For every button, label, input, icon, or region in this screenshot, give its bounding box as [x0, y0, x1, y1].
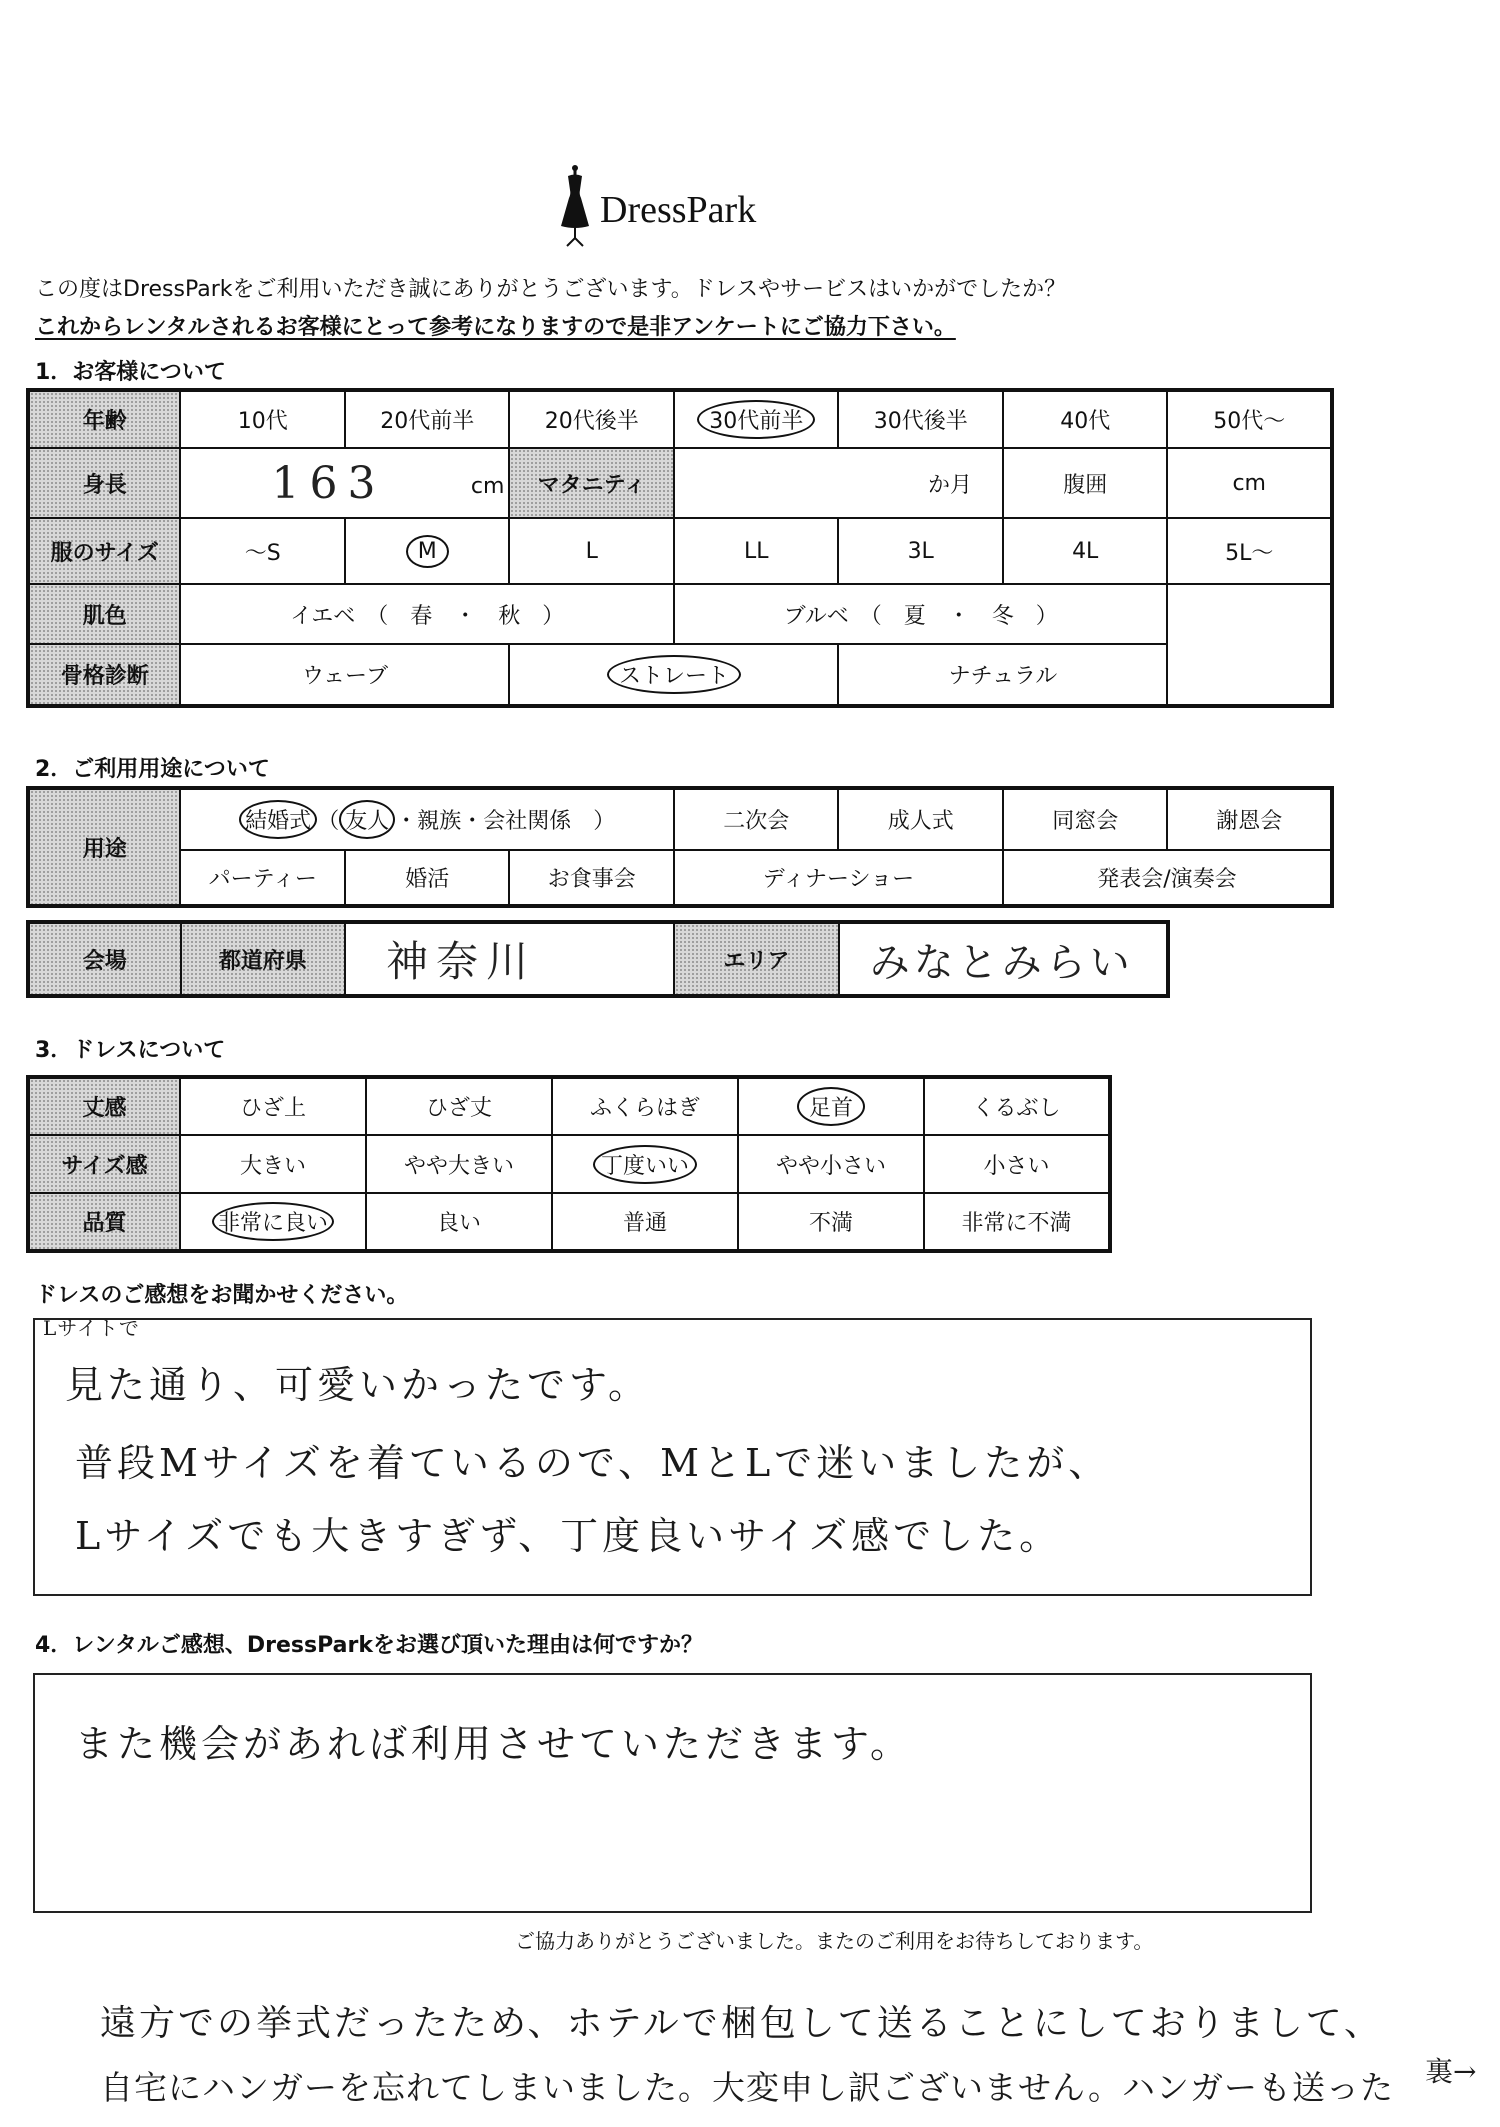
fit-option[interactable]: やや大きい: [366, 1135, 552, 1193]
frame-selected-mark: ストレート: [607, 655, 741, 694]
fit-option[interactable]: 大きい: [180, 1135, 366, 1193]
maternity-months[interactable]: か月: [674, 448, 1003, 518]
height-field[interactable]: [180, 448, 509, 518]
area-value: みなとみらい: [869, 939, 1134, 986]
size-option[interactable]: 3L: [838, 518, 1003, 584]
wedding-selected-mark: 結婚式: [239, 800, 317, 839]
section1-title: 1．お客様について: [35, 360, 226, 385]
size-label: 服のサイズ: [28, 518, 180, 584]
prefecture-label: 都道府県: [181, 922, 346, 996]
fit-option[interactable]: 小さい: [924, 1135, 1110, 1193]
length-option[interactable]: ふくらはぎ: [552, 1077, 738, 1135]
purpose-option[interactable]: 二次会: [674, 788, 839, 850]
skin-cool-option[interactable]: ブルベ （ 夏 ・ 冬 ）: [674, 584, 1168, 644]
length-option-selected[interactable]: [738, 1077, 924, 1135]
height-label: 身長: [28, 448, 180, 518]
age-row: [28, 390, 1332, 448]
section4-title: 4．レンタルご感想、DressParkをお選び頂いた理由は何ですか？: [35, 1633, 703, 1658]
dresspark-logo: [555, 160, 815, 250]
prefecture-value: 神奈川: [386, 937, 537, 986]
purpose-option[interactable]: ディナーショー: [674, 850, 1003, 906]
quality-option[interactable]: 不満: [738, 1193, 924, 1251]
brand-name: DressPark: [600, 189, 757, 231]
venue-table: [26, 920, 1170, 998]
maternity-label: マタニティ: [509, 448, 674, 518]
area-label: エリア: [674, 922, 839, 996]
section2-title: 2．ご利用用途について: [35, 757, 270, 782]
waist-unit[interactable]: cm: [1167, 448, 1332, 518]
frame-option[interactable]: ナチュラル: [838, 644, 1167, 706]
purpose-option[interactable]: 発表会/演奏会: [1003, 850, 1332, 906]
quality-option[interactable]: 良い: [366, 1193, 552, 1251]
venue-row: [28, 922, 1168, 996]
age-option[interactable]: 40代: [1003, 390, 1168, 448]
fit-label: サイズ感: [28, 1135, 180, 1193]
dress-comment-insert: Lサイトで: [43, 1316, 140, 1340]
purpose-option[interactable]: 謝恩会: [1167, 788, 1332, 850]
friend-selected-mark: 友人: [339, 800, 395, 839]
footer-note-line: 自宅にハンガーを忘れてしまいました。大変申し訳ございません。ハンガーも送った: [100, 2068, 1394, 2107]
frame-label: 骨格診断: [28, 644, 180, 706]
dress-comment-box[interactable]: [33, 1318, 1312, 1596]
age-option[interactable]: 50代～: [1167, 390, 1332, 448]
quality-row: [28, 1193, 1110, 1251]
dress-table: [26, 1075, 1112, 1253]
footer-note-line: 遠方での挙式だったため、ホテルで梱包して送ることにしておりまして、: [100, 2003, 1384, 2044]
frame-row: [28, 644, 1332, 706]
height-unit: cm: [470, 474, 505, 499]
footer-continued-mark: 裏→: [1425, 2055, 1477, 2088]
dress-comment-prompt: ドレスのご感想をお聞かせください。: [35, 1283, 409, 1308]
quality-option-selected[interactable]: [180, 1193, 366, 1251]
frame-option[interactable]: ウェーブ: [180, 644, 509, 706]
quality-option[interactable]: 非常に不満: [924, 1193, 1110, 1251]
age-label: 年齢: [28, 390, 180, 448]
length-label: 丈感: [28, 1077, 180, 1135]
purpose-row-2: [28, 850, 1332, 906]
intro-request: これからレンタルされるお客様にとって参考になりますので是非アンケートにご協力下さい。: [35, 315, 956, 340]
length-option[interactable]: くるぶし: [924, 1077, 1110, 1135]
purpose-option[interactable]: 成人式: [838, 788, 1003, 850]
size-selected-mark: M: [406, 535, 449, 568]
size-row: [28, 518, 1332, 584]
section3-title: 3．ドレスについて: [35, 1038, 226, 1063]
skin-label: 肌色: [28, 584, 180, 644]
age-option[interactable]: 20代後半: [509, 390, 674, 448]
purpose-option[interactable]: お食事会: [509, 850, 674, 906]
size-option[interactable]: L: [509, 518, 674, 584]
length-option[interactable]: ひざ丈: [366, 1077, 552, 1135]
purpose-option[interactable]: パーティー: [180, 850, 345, 906]
waist-label: 腹囲: [1003, 448, 1168, 518]
size-option[interactable]: 5L～: [1167, 518, 1332, 584]
skin-warm-option[interactable]: イエベ （ 春 ・ 秋 ）: [180, 584, 674, 644]
age-option[interactable]: 20代前半: [345, 390, 510, 448]
age-option[interactable]: 10代: [180, 390, 345, 448]
purpose-option[interactable]: 婚活: [345, 850, 510, 906]
fit-option-selected[interactable]: [552, 1135, 738, 1193]
prefecture-field[interactable]: [345, 922, 674, 996]
quality-option[interactable]: 普通: [552, 1193, 738, 1251]
venue-label: 会場: [28, 922, 181, 996]
wedding-relations: ・親族・会社関係 ）: [395, 809, 616, 834]
age-option[interactable]: 30代後半: [838, 390, 1003, 448]
wedding-paren: （: [317, 809, 340, 834]
purpose-row-1: [28, 788, 1332, 850]
frame-option-selected[interactable]: [509, 644, 838, 706]
purpose-option[interactable]: 同窓会: [1003, 788, 1168, 850]
dress-comment-line: 見た通り、可愛いかったです。: [65, 1363, 650, 1407]
area-field[interactable]: [839, 922, 1168, 996]
dress-comment-line: Lサイズでも大きすぎず、丁度良いサイズ感でした。: [75, 1514, 1062, 1558]
size-option[interactable]: LL: [674, 518, 839, 584]
dress-comment-line: 普段Mサイズを着ているので、MとLで迷いましたが、: [75, 1441, 1111, 1485]
wedding-option[interactable]: [180, 788, 674, 850]
customer-table: [26, 388, 1334, 708]
size-option[interactable]: ～S: [180, 518, 345, 584]
length-selected-mark: 足首: [797, 1087, 865, 1126]
dress-mannequin-icon: [555, 160, 595, 250]
length-option[interactable]: ひざ上: [180, 1077, 366, 1135]
fit-row: [28, 1135, 1110, 1193]
thanks-message: ご協力ありがとうございました。またのご利用をお待ちしております。: [515, 1929, 1154, 1953]
fit-option[interactable]: やや小さい: [738, 1135, 924, 1193]
size-option[interactable]: 4L: [1003, 518, 1168, 584]
length-row: [28, 1077, 1110, 1135]
size-option-selected[interactable]: [345, 518, 510, 584]
rental-comment-text: また機会があれば利用させていただきます。: [75, 1722, 912, 1766]
age-selected-mark: 30代前半: [697, 400, 815, 439]
height-row: [28, 448, 1332, 518]
height-value: 163: [271, 457, 386, 509]
fit-selected-mark: 丁度いい: [593, 1145, 697, 1184]
quality-label: 品質: [28, 1193, 180, 1251]
intro-text: この度はDressParkをご利用いただき誠にありがとうございます。ドレスやサービスはいかがでしたか？: [35, 277, 1067, 302]
rental-comment-box[interactable]: [33, 1673, 1312, 1913]
skin-row: [28, 584, 1332, 644]
quality-selected-mark: 非常に良い: [212, 1202, 334, 1241]
purpose-table: [26, 786, 1334, 908]
age-option-selected[interactable]: [674, 390, 839, 448]
purpose-label: 用途: [28, 788, 180, 906]
